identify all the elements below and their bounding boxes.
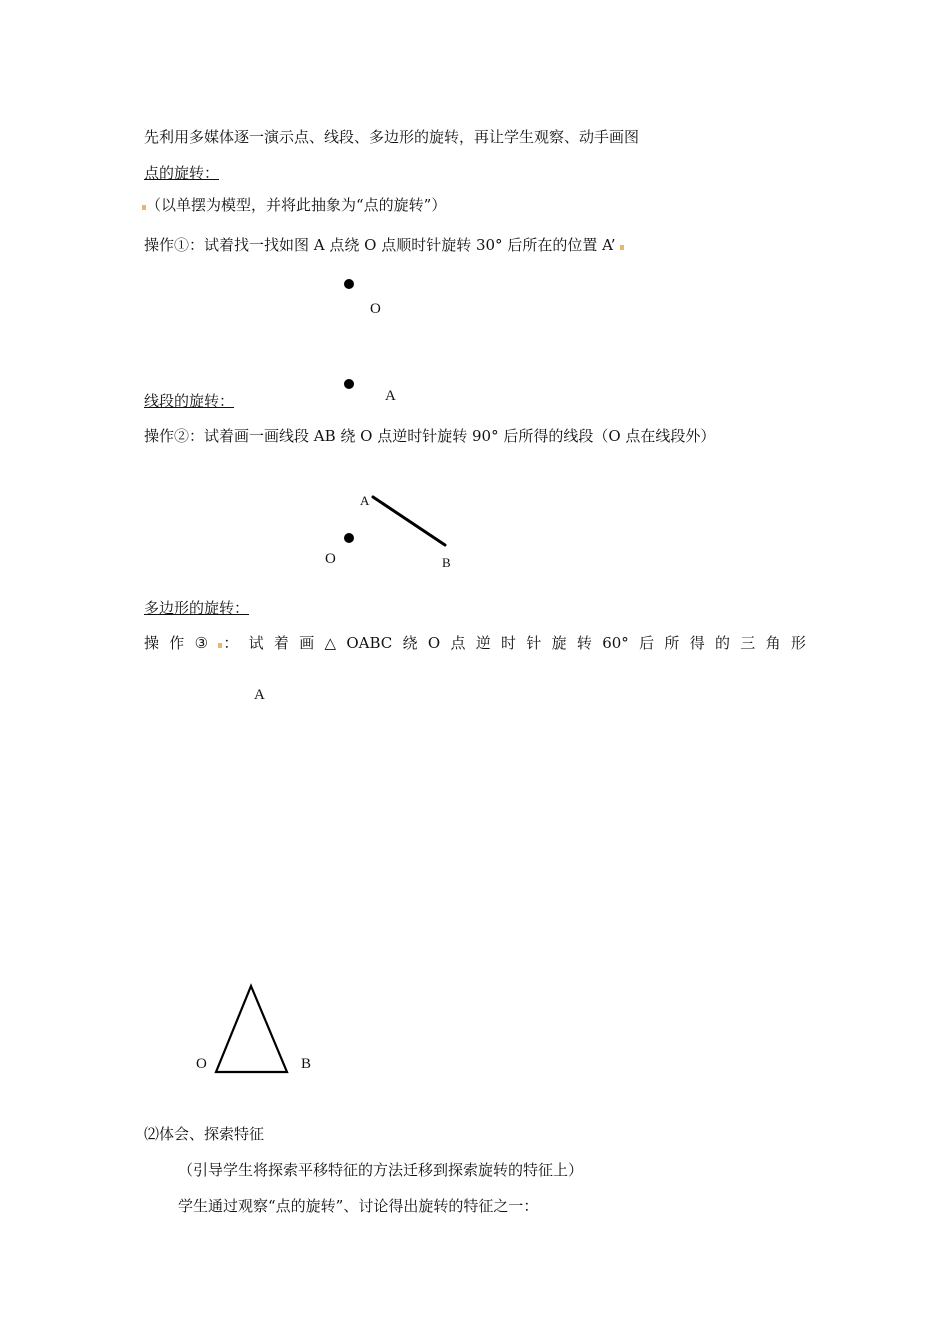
operation-1: 操作①：试着找一找如图 A 点绕 O 点顺时针旋转 30° 后所在的位置 A’ xyxy=(144,236,616,254)
op3-token: ： xyxy=(218,633,238,653)
segment-label-o: O xyxy=(325,551,336,567)
op3-token: 点 xyxy=(450,634,466,652)
point-rotation-heading: 点的旋转： xyxy=(144,164,220,182)
op3-token: 时 xyxy=(501,634,517,652)
polygon-rotation-heading: 多边形的旋转： xyxy=(144,599,250,617)
op3-token: 形 xyxy=(790,634,806,652)
operation-2: 操作②：试着画一画线段 AB 绕 O 点逆时针旋转 90° 后所得的线段（O 点在线段外） xyxy=(144,427,716,445)
op3-token: 着 xyxy=(273,634,289,652)
observe-text: 学生通过观察“点的旋转”、讨论得出旋转的特征之一： xyxy=(178,1197,539,1215)
op3-token: 角 xyxy=(765,634,781,652)
polygon-label-a: A xyxy=(254,687,265,703)
segment-label-b: B xyxy=(442,555,451,570)
segment-ab xyxy=(373,497,445,545)
triangle-oab xyxy=(216,986,287,1072)
label-o: O xyxy=(370,301,381,317)
op3-token: △ xyxy=(324,634,337,652)
op3-token: OABC xyxy=(346,634,393,652)
label-a: A xyxy=(385,388,396,404)
op3-token: 逆 xyxy=(475,634,491,652)
section-2-heading: ⑵体会、探索特征 xyxy=(144,1125,265,1143)
op3-token: O xyxy=(427,634,441,652)
op3-token: 60° xyxy=(602,634,629,652)
guide-text: （引导学生将探索平移特征的方法迁移到探索旋转的特征上） xyxy=(178,1161,584,1179)
op3-token: 三 xyxy=(740,634,756,652)
op3-token: 后 xyxy=(639,634,655,652)
pendulum-note: （以单摆为模型，并将此抽象为“点的旋转”） xyxy=(146,196,447,214)
segment-label-a: A xyxy=(360,493,370,508)
op3-token: 所 xyxy=(664,634,680,652)
op3-token: 旋 xyxy=(551,634,567,652)
op3-token: ③ xyxy=(194,634,209,652)
op3-token: 作 xyxy=(169,634,185,652)
segment-rotation-heading: 线段的旋转： xyxy=(144,392,235,410)
op3-token: 得 xyxy=(689,634,705,652)
polygon-label-o: O xyxy=(196,1056,207,1072)
op3-token: 的 xyxy=(714,634,730,652)
op3-token: 转 xyxy=(576,634,592,652)
op3-token: 画 xyxy=(299,634,315,652)
op3-token: 绕 xyxy=(402,634,418,652)
polygon-label-b: B xyxy=(301,1056,312,1072)
op3-token: 试 xyxy=(248,634,264,652)
op3-token: 针 xyxy=(526,634,542,652)
intro-text: 先利用多媒体逐一演示点、线段、多边形的旋转，再让学生观察、动手画图 xyxy=(144,128,640,146)
segment-point-o-dot xyxy=(344,533,354,543)
op3-token: 操 xyxy=(144,634,160,652)
